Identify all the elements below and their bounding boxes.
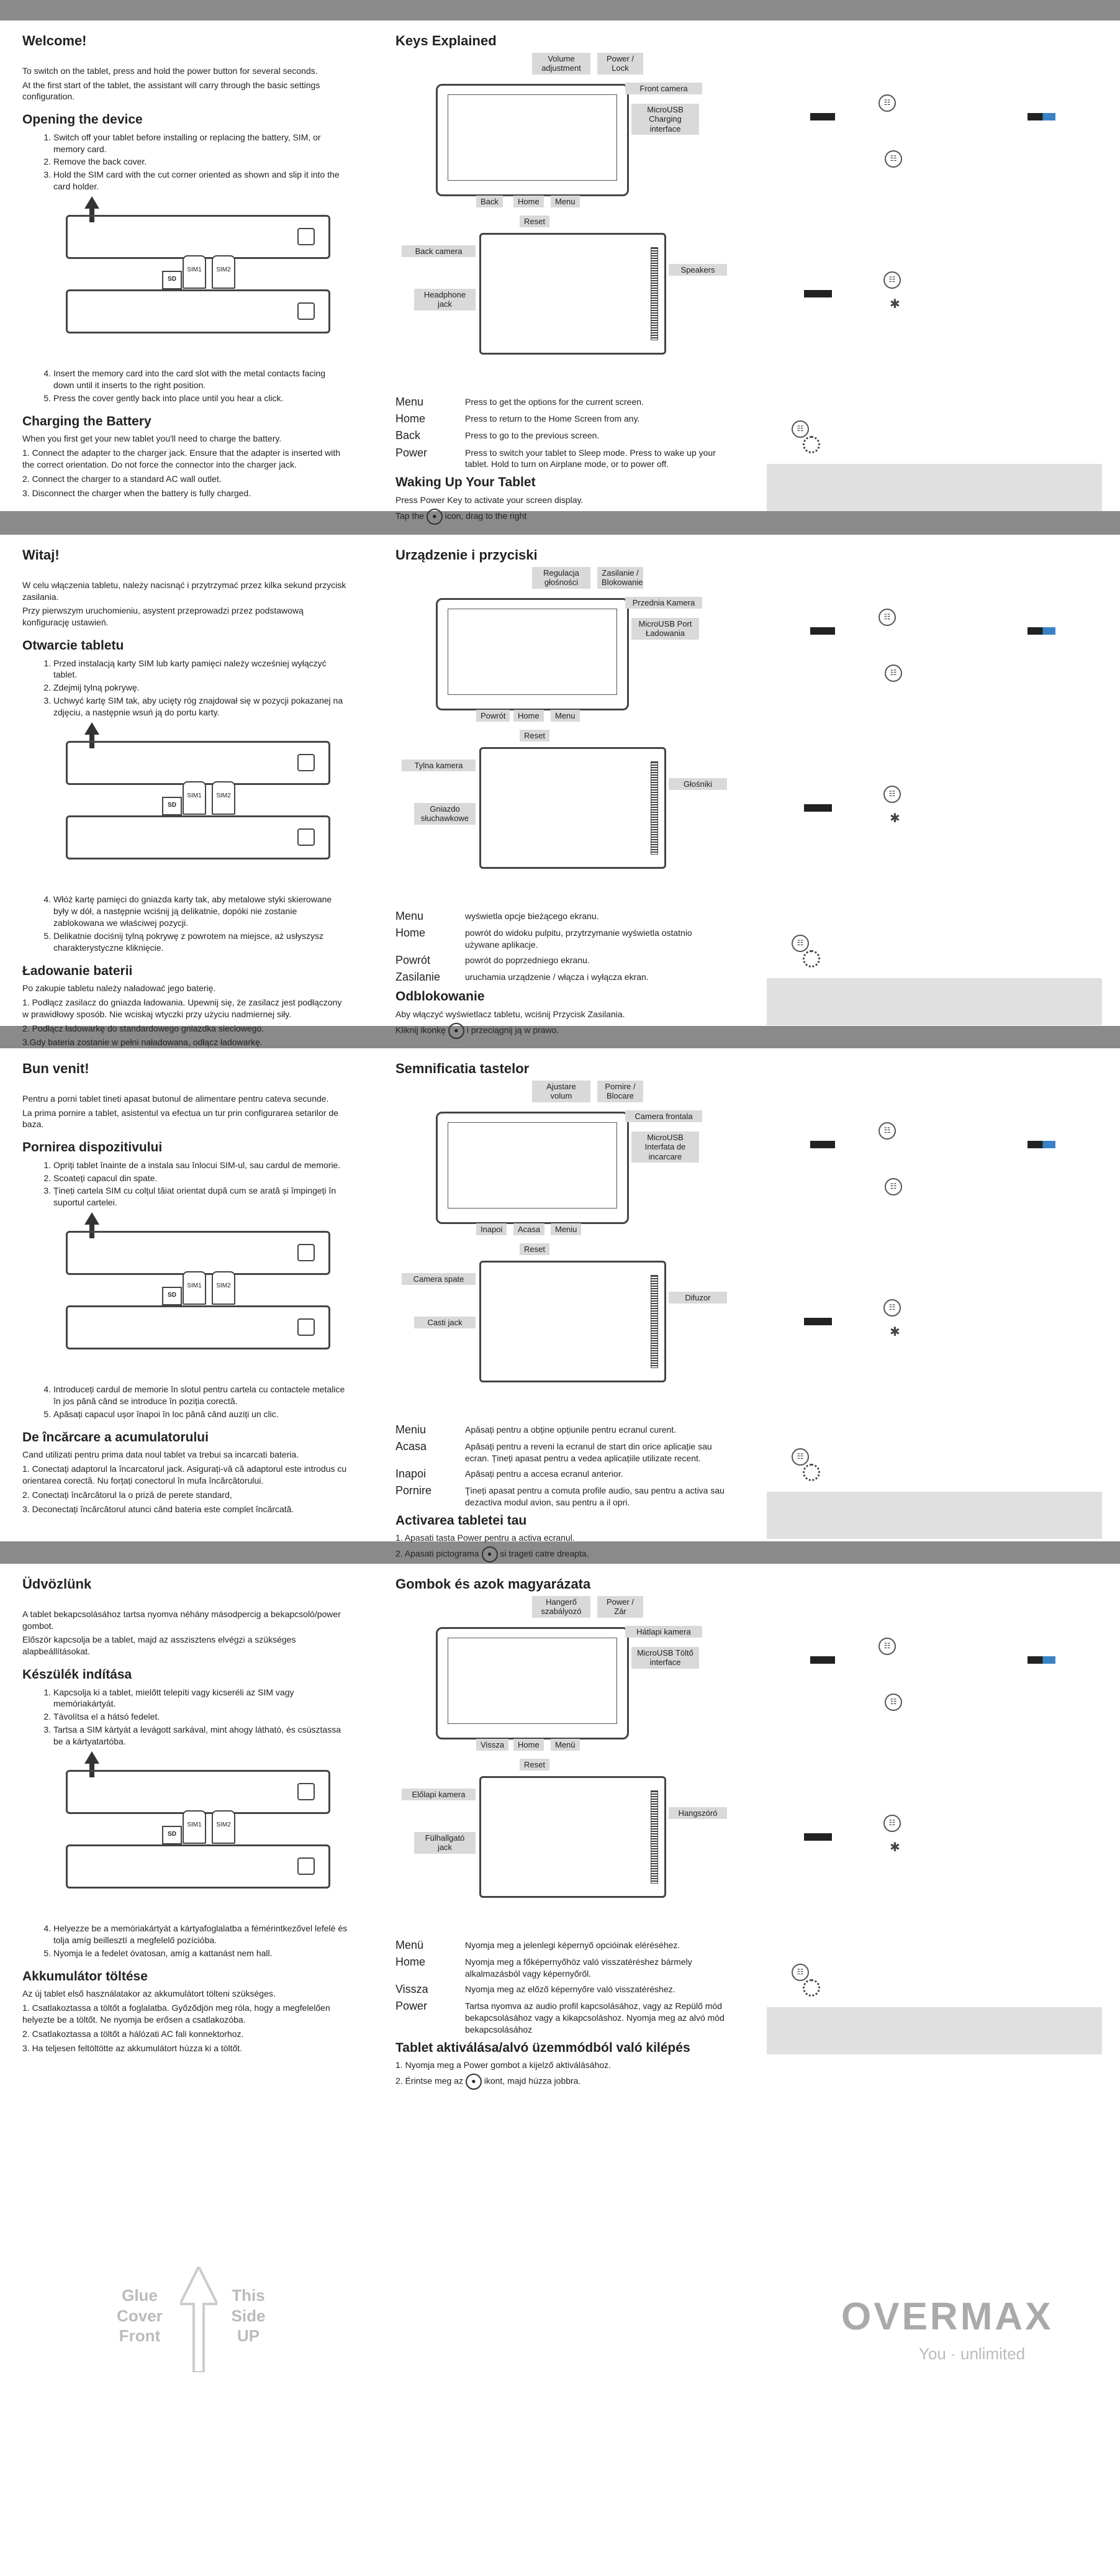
status-bar-icon [804, 804, 832, 812]
sim1-slot-icon: SIM1 [183, 1271, 206, 1305]
menu-key-label: Menü [551, 1739, 580, 1751]
key-definition [395, 1422, 728, 1437]
tablet-back-outline [479, 747, 666, 869]
key-name: Home [395, 1955, 426, 1968]
apps-grid-icon: ☷ [792, 420, 809, 438]
status-bar-icon [810, 1656, 835, 1664]
brand-logo: OVERMAX [841, 2295, 1054, 2338]
step-item: 5. Apăsați capacul ușor înapoi în loc până când auziți un clic. [53, 1408, 348, 1420]
welcome-text: To switch on the tablet, press and hold the power button for several seconds. [22, 65, 318, 76]
front-camera-label: Hátlapi kamera [625, 1626, 702, 1638]
step-item: 4. Włóż kartę pamięci do gniazda karty tak, aby metalowe styki skierowane były w dół, a następnie wciśnij ją delikatnie, dopóki nie zostanie zablokowana we właściwej pozycji. [53, 894, 348, 929]
step-item: 1. Przed instalacją karty SIM lub karty pamięci należy wcześniej wyłączyć tablet. [53, 658, 348, 681]
opening-steps-continued [22, 1384, 348, 1420]
step-item: 5. Press the cover gently back into place until you hear a click. [53, 392, 348, 404]
grey-info-box [767, 978, 1102, 1025]
power-label: Zasilanie / Blokowanie [597, 567, 643, 589]
key-name: Acasa [395, 1440, 427, 1453]
back-key-label: Back [476, 196, 503, 208]
opening-title: Pornirea dispozitivului [22, 1140, 163, 1155]
arrow-up-icon [84, 196, 99, 209]
key-description: Press to go to the previous screen. [465, 430, 600, 441]
welcome-text-2: Przy pierwszym uruchomieniu, asystent przeprowadzi przez podstawową konfigurację ustawień. [22, 605, 304, 628]
key-name: Meniu [395, 1423, 427, 1436]
apps-grid-icon: ☷ [883, 1299, 901, 1317]
back-camera-label: Camera spate [402, 1273, 476, 1286]
menu-key-label: Meniu [551, 1223, 581, 1236]
sim-card-illustration [22, 1212, 348, 1380]
headphone-label: Gniazdo słuchawkowe [414, 803, 476, 825]
menu-key-label: Menu [551, 196, 580, 208]
key-description: Press to switch your tablet to Sleep mode. Press to wake up your tablet. Hold to turn on Airplane mode, or to power off. [465, 447, 716, 469]
wake-title: Tablet aktiválása/alvó üzemmódból való kilépés [395, 2040, 690, 2055]
reset-label: Reset [520, 215, 549, 228]
opening-steps-continued [22, 1923, 348, 1959]
wake-title: Waking Up Your Tablet [395, 475, 536, 490]
card-tray-outline [66, 289, 330, 333]
welcome-text: W celu włączenia tabletu, należy nacisnąć i przytrzymać przez kilka sekund przycisk zasilania. [22, 579, 346, 602]
wake-line-2: Kliknij ikonkę ● i przeciągnij ją w prawo. [395, 1023, 728, 1039]
key-name: Power [395, 446, 428, 459]
key-description: wyświetla opcje bieżącego ekranu. [465, 910, 599, 921]
key-name: Menu [395, 909, 424, 922]
volume-label: Hangerő szabályozó [532, 1596, 590, 1618]
key-definition [395, 1938, 728, 1952]
middle-column [395, 543, 728, 1041]
key-definition [395, 953, 728, 968]
wake-line-2: Tap the ● icon, drag to the right [395, 509, 728, 525]
left-column [22, 543, 348, 1051]
key-definition [395, 1466, 728, 1481]
status-bar-icon [804, 290, 832, 297]
key-description: Press to return to the Home Screen from any. [465, 413, 640, 424]
opening-title: Opening the device [22, 112, 143, 127]
status-bar-icon [810, 627, 835, 635]
charging-line: Cand utilizati pentru prima data noul tablet va trebui sa incarcati bateria. [22, 1449, 299, 1460]
lock-icon: ● [482, 1546, 498, 1562]
step-item: 1. Switch off your tablet before installing or replacing the battery, SIM, or memory card. [53, 132, 348, 155]
charging-line: 2. Podłącz ładowarkę do standardowego gniazdka sieciowego. [22, 1023, 264, 1033]
arrow-up-icon [84, 1751, 99, 1764]
step-item: 2. Távolítsa el a hátsó fedelet. [53, 1711, 348, 1723]
tablet-screen [448, 609, 617, 695]
charging-line: 2. Csatlakoztassa a töltőt a hálózati AC fali konnektorhoz. [22, 2028, 244, 2039]
step-item: 4. Insert the memory card into the card slot with the metal contacts facing down until it inserts to the right position. [53, 368, 348, 391]
key-name: Menü [395, 1938, 424, 1951]
loading-spinner-icon [803, 436, 820, 453]
right-column [767, 1572, 1102, 2044]
tablet-diagram [395, 1081, 728, 1422]
tablet-screen [448, 1122, 617, 1209]
sim-card-illustration [22, 1751, 348, 1919]
headphone-label: Headphone jack [414, 289, 476, 311]
keys-title: Semnificatia tastelor [395, 1061, 530, 1076]
key-name: Zasilanie [395, 971, 441, 984]
status-bar-blue-icon [1027, 627, 1055, 635]
keys-title: Gombok és azok magyarázata [395, 1576, 591, 1592]
key-name: Home [395, 926, 426, 939]
step-item: 2. Scoateți capacul din spate. [53, 1172, 348, 1184]
step-item: 4. Helyezze be a memóriakártyát a kártyafoglalatba a fémérintkezővel lefelé és tolja amíg beillesztí a megfelelő pozícióba. [53, 1923, 348, 1946]
key-name: Menu [395, 395, 424, 408]
wake-title: Odblokowanie [395, 989, 485, 1004]
welcome-title: Üdvözlünk [22, 1576, 92, 1592]
key-definition [395, 909, 728, 923]
left-column [22, 29, 348, 502]
opening-steps-continued [22, 368, 348, 404]
welcome-text-2: La prima pornire a tablet, asistentul va efectua un tur prin configurarea setarilor de baza. [22, 1107, 338, 1130]
welcome-text-2: Először kapcsolja be a tablet, majd az asszisztens elvégzi a szükséges alapbeállításokat. [22, 1635, 296, 1657]
key-definition [395, 1998, 728, 2036]
back-key-label: Inapoi [476, 1223, 507, 1236]
lock-icon: ● [466, 2074, 482, 2090]
speakers-label: Głośniki [669, 778, 727, 791]
front-camera-label: Camera frontala [625, 1110, 702, 1123]
charging-line: When you first get your new tablet you'll need to charge the battery. [22, 433, 282, 444]
step-item: 2. Zdejmij tylną pokrywę. [53, 682, 348, 694]
back-key-label: Vissza [476, 1739, 508, 1751]
microusb-label: MicroUSB Charging interface [631, 104, 699, 135]
key-description: Nyomja meg a jelenlegi képernyő opcióinak eléréséhez. [465, 1939, 680, 1950]
arrow-up-icon [84, 722, 99, 735]
language-section [0, 1048, 1120, 1559]
card-tray-outline [66, 1844, 330, 1889]
welcome-title: Bun venit! [22, 1061, 89, 1076]
charging-line: 1. Podłącz zasilacz do gniazda ładowania. Upewnij się, że zasilacz jest podłączony w prawidłowy sposób. Nie wciskaj wtyczki przy użyciu nadmiernej siły. [22, 997, 342, 1019]
key-description: Nyomja meg az előző képernyőre való visszatéréshez. [465, 1984, 675, 1994]
back-camera-label: Back camera [402, 245, 476, 258]
step-item: 2. Remove the back cover. [53, 156, 348, 168]
headphone-label: Fülhallgató jack [414, 1832, 476, 1854]
sim1-slot-icon: SIM1 [183, 781, 206, 815]
charging-title: Akkumulátor töltése [22, 1969, 148, 1984]
welcome-title: Welcome! [22, 33, 87, 48]
tablet-screen [448, 1638, 617, 1724]
welcome-text: Pentru a porni tablet tineti apasat butonul de alimentare pentru cateva secunde. [22, 1093, 329, 1104]
loading-spinner-icon [803, 1464, 820, 1481]
sim1-slot-icon: SIM1 [183, 1810, 206, 1844]
tablet-screen [448, 94, 617, 181]
key-definition [395, 1483, 728, 1508]
tablet-side-outline [66, 1231, 330, 1275]
apps-grid-icon: ☷ [878, 1122, 896, 1140]
step-item: 3. Hold the SIM card with the cut corner oriented as shown and slip it into the card holder. [53, 169, 348, 193]
opening-steps [22, 658, 348, 719]
speakers-label: Difuzor [669, 1292, 727, 1304]
side-up-arrow-icon [180, 2267, 217, 2372]
tablet-front-outline [436, 84, 629, 196]
tablet-diagram [395, 53, 728, 394]
wake-line-1: 1. Nyomja meg a Power gombot a kijelző aktiválásához. [395, 2060, 612, 2070]
charging-line: 3. Ha teljesen feltöltötte az akkumulátort húzza ki a töltőt. [22, 2043, 243, 2053]
sim1-slot-icon: SIM1 [183, 255, 206, 289]
middle-column [395, 1057, 728, 1565]
home-key-label: Home [513, 1739, 544, 1751]
tablet-diagram [395, 1597, 728, 1938]
key-description: Apăsați pentru a obține opțiunile pentru ecranul curent. [465, 1424, 677, 1435]
home-key-label: Home [513, 196, 544, 208]
apps-grid-icon: ☷ [885, 664, 902, 682]
back-key-label: Powrót [476, 710, 510, 722]
tablet-front-outline [436, 598, 629, 710]
key-definition [395, 969, 728, 984]
keys-title: Keys Explained [395, 33, 497, 48]
step-item: 4. Introduceți cardul de memorie în slotul pentru cartela cu contactele metalice în jos până când se introduce în poziția corectă. [53, 1384, 348, 1407]
key-name: Vissza [395, 1982, 428, 1995]
charging-line: 3.Gdy bateria zostanie w pełni naładowana, odłącz ładowarkę. [22, 1037, 263, 1048]
menu-key-label: Menu [551, 710, 580, 722]
step-item: 1. Opriți tablet înainte de a instala sau înlocui SIM-ul, sau cardul de memorie. [53, 1159, 348, 1171]
step-item: 1. Kapcsolja ki a tablet, mielőtt telepíti vagy kicseréli az SIM vagy memóriakártyát. [53, 1687, 348, 1710]
power-label: Pornire / Blocare [597, 1081, 643, 1102]
sim-card-illustration [22, 722, 348, 890]
step-item: 3. Tartsa a SIM kártyát a levágott sarkával, mint ahogy látható, és csúsztassa be a kártyatartóba. [53, 1724, 348, 1748]
front-camera-label: Front camera [625, 83, 702, 95]
back-camera-label: Előlapi kamera [402, 1789, 476, 1801]
step-item: 5. Nyomja le a fedelet óvatosan, amíg a kattanást nem hall. [53, 1948, 348, 1959]
language-section [0, 535, 1120, 1048]
wake-title: Activarea tabletei tau [395, 1513, 527, 1528]
opening-steps [22, 1159, 348, 1209]
apps-grid-icon: ☷ [885, 1178, 902, 1195]
opening-steps-continued [22, 894, 348, 953]
apps-grid-icon: ☷ [878, 1638, 896, 1655]
welcome-text-2: At the first start of the tablet, the assistant will carry through the basic settings configuration. [22, 79, 320, 102]
home-key-label: Acasa [513, 1223, 544, 1236]
key-description: powrót do poprzedniego ekranu. [465, 955, 590, 965]
step-item: 3. Uchwyć kartę SIM tak, aby ucięty róg znajdował się w pozycji pokazanej na zdjęciu, a następnie wsuń ją do portu karty. [53, 695, 348, 719]
sd-slot-icon: SD [162, 271, 182, 289]
charging-line: 2. Connect the charger to a standard AC wall outlet. [22, 473, 222, 484]
speaker-grille-icon [651, 1275, 658, 1368]
bluetooth-icon: ✱ [890, 1841, 900, 1854]
key-description: Tartsa nyomva az audio profil kapcsolásához, vagy az Repülő mód bekapcsolásához vagy a kikapcsoláshoz. Nyomja meg az alvó mód bekapcsolásához [465, 2001, 725, 2034]
key-description: Apăsați pentru a accesa ecranul anterior. [465, 1468, 623, 1479]
bluetooth-icon: ✱ [890, 812, 900, 825]
left-column [22, 1057, 348, 1518]
apps-grid-icon: ☷ [883, 786, 901, 803]
camera-icon [297, 302, 315, 320]
charging-title: De încărcare a acumulatorului [22, 1430, 209, 1444]
bluetooth-icon: ✱ [890, 297, 900, 311]
left-column [22, 1572, 348, 2057]
apps-grid-icon: ☷ [883, 1815, 901, 1832]
key-name: Back [395, 429, 421, 442]
top-band [0, 0, 1120, 20]
sim2-slot-icon: SIM2 [212, 1810, 235, 1844]
card-tray-outline [66, 1305, 330, 1349]
volume-label: Ajustare volum [532, 1081, 590, 1102]
opening-steps [22, 132, 348, 193]
reset-label: Reset [520, 1243, 549, 1256]
power-label: Power / Zár [597, 1596, 643, 1618]
language-section [0, 20, 1120, 521]
key-description: Apăsați pentru a reveni la ecranul de start din orice aplicație sau ecran. Țineți apasat pentru a vedea aplicațiile utilizate recent. [465, 1441, 712, 1463]
loading-spinner-icon [803, 1979, 820, 1997]
sd-slot-icon: SD [162, 797, 182, 815]
camera-icon [297, 828, 315, 846]
reset-label: Reset [520, 1759, 549, 1771]
keys-title: Urządzenie i przyciski [395, 547, 538, 563]
right-column [767, 29, 1102, 501]
opening-title: Otwarcie tabletu [22, 638, 124, 653]
speaker-grille-icon [651, 1790, 658, 1884]
lock-icon: ● [448, 1023, 464, 1039]
home-key-label: Home [513, 710, 544, 722]
front-camera-label: Przednia Kamera [625, 597, 702, 609]
glue-cover-front-label: Glue Cover Front [117, 2286, 163, 2345]
camera-icon [297, 1318, 315, 1336]
camera-icon [297, 1857, 315, 1875]
welcome-title: Witaj! [22, 547, 60, 563]
charging-line: 1. Csatlakoztassa a töltőt a foglalatba. Győződjön meg róla, hogy a megfelelően helyezte be a töltőt. Ne nyomja be erősen a csatlakozóba. [22, 2002, 330, 2025]
camera-icon [297, 754, 315, 771]
wake-line-1: 1. Apasati tasta Power pentru a activa ecranul. [395, 1533, 575, 1543]
key-name: Home [395, 412, 426, 425]
middle-column [395, 1572, 728, 2092]
opening-title: Készülék indítása [22, 1667, 132, 1682]
key-name: Power [395, 2000, 428, 2013]
reset-label: Reset [520, 730, 549, 742]
apps-grid-icon: ☷ [885, 150, 902, 168]
key-definition [395, 925, 728, 951]
key-name: Inapoi [395, 1467, 427, 1480]
charging-title: Ładowanie baterii [22, 963, 133, 978]
wake-line-1: Aby włączyć wyświetlacz tabletu, wciśnij Przycisk Zasilania. [395, 1009, 625, 1019]
key-definition [395, 428, 728, 443]
step-item: 3. Țineți cartela SIM cu colțul tăiat orientat după cum se arată și împingeți în suportul cartelei. [53, 1185, 348, 1209]
apps-grid-icon: ☷ [878, 609, 896, 626]
status-bar-icon [810, 1141, 835, 1148]
bluetooth-icon: ✱ [890, 1325, 900, 1339]
camera-icon [297, 1783, 315, 1800]
volume-label: Regulacja głośności [532, 567, 590, 589]
apps-grid-icon: ☷ [792, 1448, 809, 1466]
key-definition [395, 394, 728, 409]
power-label: Power / Lock [597, 53, 643, 75]
language-section [0, 1564, 1120, 2086]
opening-steps [22, 1687, 348, 1748]
headphone-label: Casti jack [414, 1317, 476, 1329]
welcome-text: A tablet bekapcsolásához tartsa nyomva néhány másodpercig a bekapcsoló/power gombot. [22, 1608, 341, 1631]
loading-spinner-icon [803, 950, 820, 968]
charging-line: 3. Deconectați încărcătorul atunci când bateria este complet încărcată. [22, 1503, 294, 1514]
status-bar-icon [804, 1833, 832, 1841]
tablet-back-outline [479, 233, 666, 355]
sim-card-illustration [22, 196, 348, 364]
wake-line-1: Press Power Key to activate your screen display. [395, 494, 584, 505]
tablet-front-outline [436, 1627, 629, 1739]
tablet-back-outline [479, 1776, 666, 1898]
camera-icon [297, 228, 315, 245]
key-name: Pornire [395, 1484, 432, 1497]
apps-grid-icon: ☷ [792, 1964, 809, 1981]
speaker-grille-icon [651, 247, 658, 340]
apps-grid-icon: ☷ [792, 935, 809, 952]
back-camera-label: Tylna kamera [402, 760, 476, 772]
charging-line: 1. Conectați adaptorul la încarcatorul jack. Asigurați-vă că adaptorul este introdus cu orientarea corectă. Nu forțați conectorul în mufa încărcătorului. [22, 1464, 347, 1486]
wake-line-2: 2. Érintse meg az ● ikont, majd húzza jobbra. [395, 2074, 728, 2090]
key-description: Nyomja meg a főképernyőhöz való visszatéréshez bármely alkalmazásból vagy képernyőről. [465, 1956, 692, 1979]
key-name: Powrót [395, 953, 431, 966]
grey-info-box [767, 1492, 1102, 1539]
sim2-slot-icon: SIM2 [212, 1271, 235, 1305]
charging-line: 3. Disconnect the charger when the battery is fully charged. [22, 488, 251, 498]
lock-icon: ● [427, 509, 443, 525]
sim2-slot-icon: SIM2 [212, 781, 235, 815]
tablet-diagram [395, 568, 728, 909]
microusb-label: MicroUSB Töltő interface [631, 1647, 699, 1669]
volume-label: Volume adjustment [532, 53, 590, 75]
key-description: Press to get the options for the current screen. [465, 396, 644, 407]
key-description: Ţineți apasat pentru a comuta profile audio, sau pentru a activa sau dezactiva modul avion, sau pentru a il opri. [465, 1485, 725, 1507]
speakers-label: Speakers [669, 264, 727, 276]
tablet-side-outline [66, 1770, 330, 1814]
charging-line: Po zakupie tabletu należy naładować jego baterię. [22, 982, 216, 993]
key-description: uruchamia urządzenie / włącza i wyłącza ekran. [465, 972, 649, 982]
status-bar-blue-icon [1027, 1141, 1055, 1148]
microusb-label: MicroUSB Port Ładowania [631, 618, 699, 640]
middle-column [395, 29, 728, 527]
key-description: powrót do widoku pulpitu, przytrzymanie wyświetla ostatnio używane aplikacje. [465, 927, 692, 950]
wake-line-2: 2. Apasati pictograma ● si trageti catre dreapta. [395, 1546, 728, 1562]
key-definition [395, 411, 728, 426]
right-column [767, 1057, 1102, 1529]
speakers-label: Hangszóró [669, 1807, 727, 1820]
camera-icon [297, 1244, 315, 1261]
speaker-grille-icon [651, 761, 658, 855]
grey-info-box [767, 464, 1102, 511]
sd-slot-icon: SD [162, 1826, 182, 1844]
brand-tagline: You · unlimited [919, 2344, 1026, 2363]
card-tray-outline [66, 815, 330, 859]
arrow-up-icon [84, 1212, 99, 1225]
apps-grid-icon: ☷ [885, 1694, 902, 1711]
tablet-back-outline [479, 1261, 666, 1382]
sim2-slot-icon: SIM2 [212, 255, 235, 289]
status-bar-icon [810, 113, 835, 120]
grey-info-box [767, 2007, 1102, 2054]
apps-grid-icon: ☷ [878, 94, 896, 112]
key-definition [395, 1954, 728, 1980]
key-definition [395, 445, 728, 471]
apps-grid-icon: ☷ [883, 271, 901, 289]
microusb-label: MicroUSB Interfata de incarcare [631, 1132, 699, 1163]
key-definition [395, 1439, 728, 1464]
status-bar-blue-icon [1027, 1656, 1055, 1664]
tablet-side-outline [66, 741, 330, 785]
tablet-side-outline [66, 215, 330, 259]
status-bar-blue-icon [1027, 113, 1055, 120]
right-column [767, 543, 1102, 1015]
step-item: 5. Delikatnie dociśnij tylną pokrywę z powrotem na miejsce, aż usłyszysz charakterystyczne kliknięcie. [53, 930, 348, 954]
tablet-front-outline [436, 1112, 629, 1224]
sd-slot-icon: SD [162, 1287, 182, 1305]
this-side-up-label: This Side UP [231, 2286, 266, 2345]
charging-line: Az új tablet első használatakor az akkumulátort tölteni szükséges. [22, 1989, 276, 1999]
charging-line: 1. Connect the adapter to the charger jack. Ensure that the adapter is inserted with the correct orientation. Do not force the connector into the charger jack. [22, 448, 341, 469]
charging-line: 2. Conectați încărcătorul la o priză de perete standard, [22, 1489, 232, 1500]
key-definition [395, 1982, 728, 1997]
status-bar-icon [804, 1318, 832, 1325]
charging-title: Charging the Battery [22, 414, 151, 429]
